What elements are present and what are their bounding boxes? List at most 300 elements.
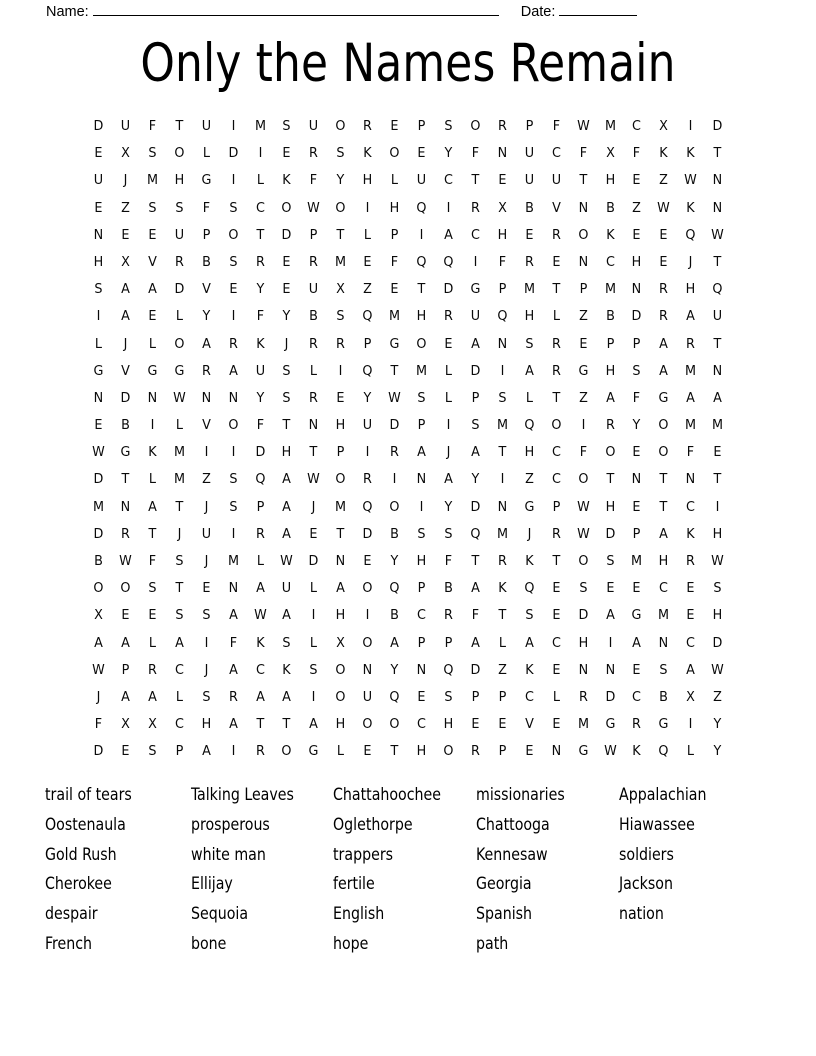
grid-letter[interactable]: U	[524, 172, 534, 189]
grid-letter[interactable]: K	[605, 226, 615, 243]
grid-letter[interactable]: S	[444, 118, 453, 134]
grid-letter[interactable]: R	[444, 607, 453, 624]
grid-letter[interactable]: P	[417, 118, 426, 134]
grid-letter[interactable]: Z	[201, 471, 211, 488]
grid-letter[interactable]: F	[498, 253, 506, 270]
grid-letter[interactable]: K	[525, 553, 534, 569]
grid-letter[interactable]: L	[525, 389, 533, 406]
grid-letter[interactable]: A	[470, 580, 480, 597]
grid-letter[interactable]: G	[524, 498, 535, 515]
grid-letter[interactable]: O	[578, 471, 589, 488]
grid-letter[interactable]: S	[94, 281, 103, 298]
grid-letter[interactable]: M	[685, 362, 697, 379]
grid-letter[interactable]: U	[363, 417, 373, 434]
grid-letter[interactable]: N	[659, 634, 669, 651]
grid-letter[interactable]: Z	[713, 688, 723, 705]
grid-letter[interactable]: I	[204, 444, 209, 461]
grid-letter[interactable]: Q	[362, 308, 373, 325]
grid-letter[interactable]: W	[603, 743, 617, 760]
grid-letter[interactable]: U	[712, 308, 723, 325]
grid-letter[interactable]: G	[578, 362, 589, 379]
word-list-item[interactable]: Gold Rush	[45, 844, 117, 864]
grid-letter[interactable]: R	[228, 688, 238, 705]
grid-letter[interactable]: S	[175, 199, 184, 216]
grid-letter[interactable]: E	[148, 308, 157, 325]
grid-letter[interactable]: G	[605, 716, 615, 733]
grid-letter[interactable]: R	[605, 417, 615, 434]
grid-letter[interactable]: R	[309, 253, 319, 270]
grid-letter[interactable]: A	[120, 281, 130, 298]
grid-letter[interactable]: W	[119, 553, 132, 569]
grid-letter[interactable]: M	[389, 308, 401, 325]
grid-letter[interactable]: C	[255, 661, 265, 678]
grid-letter[interactable]: P	[202, 226, 211, 243]
word-list-item[interactable]: Ellijay	[191, 874, 233, 894]
grid-letter[interactable]: N	[497, 335, 508, 352]
grid-letter[interactable]: D	[93, 118, 104, 134]
grid-letter[interactable]: Q	[389, 688, 400, 705]
grid-letter[interactable]: M	[523, 281, 535, 298]
grid-letter[interactable]: R	[551, 335, 561, 352]
grid-letter[interactable]: Y	[444, 498, 453, 515]
grid-letter[interactable]: O	[281, 199, 292, 216]
grid-letter[interactable]: E	[632, 226, 641, 243]
grid-letter[interactable]: A	[201, 335, 211, 352]
grid-letter[interactable]: S	[336, 145, 345, 162]
grid-letter[interactable]: I	[338, 362, 343, 379]
grid-letter[interactable]: R	[497, 118, 507, 134]
grid-letter[interactable]: D	[605, 688, 615, 705]
grid-letter[interactable]: E	[552, 661, 561, 678]
grid-letter[interactable]: B	[444, 580, 453, 597]
grid-letter[interactable]: O	[658, 444, 669, 461]
word-list-item[interactable]: Kennesaw	[476, 844, 548, 864]
grid-letter[interactable]: R	[255, 253, 265, 270]
grid-letter[interactable]: B	[659, 688, 669, 705]
grid-letter[interactable]: E	[686, 607, 695, 624]
word-list-item[interactable]: Talking Leaves	[191, 785, 294, 804]
word-list-item[interactable]: trail of tears	[45, 785, 132, 804]
grid-letter[interactable]: E	[579, 335, 588, 352]
grid-letter[interactable]: G	[470, 281, 481, 298]
grid-letter[interactable]: Q	[362, 362, 373, 379]
grid-letter[interactable]: X	[120, 716, 130, 733]
grid-letter[interactable]: D	[281, 226, 292, 243]
grid-letter[interactable]: V	[201, 417, 211, 434]
grid-letter[interactable]: C	[551, 471, 561, 488]
grid-letter[interactable]: R	[470, 199, 480, 216]
grid-letter[interactable]: I	[581, 417, 585, 434]
grid-letter[interactable]: C	[632, 688, 642, 705]
grid-letter[interactable]: T	[417, 281, 426, 298]
grid-letter[interactable]: Y	[390, 553, 399, 569]
grid-letter[interactable]: Y	[256, 389, 264, 406]
grid-letter[interactable]: M	[577, 716, 589, 733]
grid-letter[interactable]: C	[255, 199, 265, 216]
grid-letter[interactable]: A	[228, 716, 238, 733]
grid-letter[interactable]: P	[471, 688, 480, 705]
grid-letter[interactable]: G	[93, 362, 104, 379]
grid-letter[interactable]: I	[419, 498, 424, 515]
grid-letter[interactable]: T	[309, 444, 318, 461]
grid-letter[interactable]: D	[470, 661, 481, 678]
grid-letter[interactable]: D	[578, 607, 588, 624]
grid-letter[interactable]: Z	[524, 471, 534, 488]
grid-letter[interactable]: S	[578, 580, 588, 597]
grid-letter[interactable]: T	[498, 607, 507, 624]
grid-letter[interactable]: T	[471, 553, 480, 569]
grid-letter[interactable]: L	[148, 335, 156, 352]
grid-letter[interactable]: H	[201, 716, 211, 733]
grid-letter[interactable]: D	[255, 444, 265, 461]
grid-letter[interactable]: Y	[471, 471, 480, 488]
word-list-item[interactable]: hope	[333, 933, 369, 953]
grid-letter[interactable]: K	[255, 634, 265, 651]
grid-letter[interactable]: F	[390, 253, 399, 270]
grid-letter[interactable]: L	[148, 634, 156, 651]
word-list-item[interactable]: Georgia	[476, 874, 532, 894]
grid-letter[interactable]: E	[552, 716, 561, 733]
grid-letter[interactable]: N	[605, 661, 615, 678]
grid-letter[interactable]: A	[282, 471, 292, 488]
grid-letter[interactable]: S	[417, 525, 426, 542]
grid-letter[interactable]: F	[552, 118, 560, 134]
grid-letter[interactable]: H	[605, 498, 615, 515]
grid-letter[interactable]: N	[712, 362, 723, 379]
grid-letter[interactable]: N	[335, 553, 346, 569]
grid-letter[interactable]: E	[282, 281, 291, 298]
grid-letter[interactable]: L	[256, 553, 264, 569]
grid-letter[interactable]: S	[525, 607, 534, 624]
grid-letter[interactable]: H	[659, 553, 669, 569]
grid-letter[interactable]: U	[174, 226, 184, 243]
grid-letter[interactable]: W	[92, 444, 105, 461]
grid-letter[interactable]: R	[686, 553, 696, 569]
grid-letter[interactable]: D	[93, 471, 104, 488]
grid-letter[interactable]: C	[686, 634, 696, 651]
grid-letter[interactable]: M	[173, 444, 185, 461]
grid-letter[interactable]: N	[578, 661, 588, 678]
grid-letter[interactable]: T	[175, 498, 184, 515]
grid-letter[interactable]: O	[335, 688, 346, 705]
grid-letter[interactable]: W	[711, 661, 724, 678]
grid-letter[interactable]: O	[389, 145, 400, 162]
grid-letter[interactable]: F	[687, 444, 695, 461]
grid-letter[interactable]: I	[365, 607, 370, 624]
grid-letter[interactable]: P	[390, 226, 399, 243]
grid-letter[interactable]: R	[686, 335, 696, 352]
grid-letter[interactable]: I	[365, 199, 370, 216]
grid-letter[interactable]: A	[228, 362, 238, 379]
grid-letter[interactable]: B	[390, 607, 399, 624]
grid-letter[interactable]: E	[632, 498, 641, 515]
grid-letter[interactable]: U	[551, 172, 561, 189]
grid-letter[interactable]: A	[120, 308, 130, 325]
grid-letter[interactable]: O	[389, 716, 400, 733]
grid-letter[interactable]: D	[712, 634, 723, 651]
grid-letter[interactable]: E	[417, 145, 426, 162]
grid-letter[interactable]: O	[120, 580, 131, 597]
grid-letter[interactable]: R	[390, 444, 400, 461]
grid-letter[interactable]: I	[311, 688, 316, 705]
grid-letter[interactable]: W	[280, 553, 294, 569]
name-write-in-line[interactable]	[93, 2, 499, 16]
grid-letter[interactable]: N	[712, 172, 723, 189]
grid-letter[interactable]: G	[201, 172, 212, 189]
grid-letter[interactable]: K	[255, 335, 265, 352]
grid-letter[interactable]: N	[497, 145, 508, 162]
grid-letter[interactable]: A	[632, 634, 642, 651]
grid-letter[interactable]: E	[282, 253, 291, 270]
grid-letter[interactable]: E	[94, 145, 103, 162]
grid-letter[interactable]: F	[148, 118, 156, 134]
grid-letter[interactable]: R	[632, 716, 642, 733]
grid-letter[interactable]: S	[229, 498, 238, 515]
grid-letter[interactable]: U	[120, 118, 131, 134]
grid-letter[interactable]: M	[146, 172, 158, 189]
word-list-item[interactable]: Oostenaula	[45, 814, 126, 834]
grid-letter[interactable]: B	[94, 553, 103, 569]
grid-letter[interactable]: W	[388, 389, 401, 406]
grid-letter[interactable]: I	[688, 118, 693, 134]
grid-letter[interactable]: C	[686, 498, 696, 515]
grid-letter[interactable]: A	[417, 444, 426, 461]
grid-letter[interactable]: H	[578, 634, 588, 651]
grid-letter[interactable]: A	[255, 688, 265, 705]
grid-letter[interactable]: I	[688, 716, 693, 733]
grid-letter[interactable]: T	[659, 471, 668, 488]
word-list-item[interactable]: Jackson	[619, 874, 673, 894]
grid-letter[interactable]: N	[416, 661, 427, 678]
grid-letter[interactable]: D	[631, 308, 642, 325]
grid-letter[interactable]: R	[497, 553, 507, 569]
grid-letter[interactable]: D	[174, 281, 185, 298]
grid-letter[interactable]: E	[632, 661, 641, 678]
grid-letter[interactable]: E	[713, 444, 722, 461]
grid-letter[interactable]: R	[551, 226, 561, 243]
grid-letter[interactable]: M	[335, 253, 347, 270]
grid-letter[interactable]: U	[309, 118, 319, 134]
grid-letter[interactable]: E	[632, 580, 641, 597]
grid-letter[interactable]: A	[282, 498, 292, 515]
grid-letter[interactable]: N	[93, 389, 104, 406]
grid-letter[interactable]: E	[94, 417, 103, 434]
grid-letter[interactable]: D	[93, 743, 104, 760]
word-list-item[interactable]: prosperous	[191, 814, 270, 834]
grid-letter[interactable]: O	[578, 226, 589, 243]
grid-letter[interactable]: I	[311, 607, 316, 624]
grid-letter[interactable]: U	[363, 688, 373, 705]
grid-letter[interactable]: R	[470, 743, 480, 760]
word-list-item[interactable]: Chattahoochee	[333, 785, 441, 804]
grid-letter[interactable]: K	[525, 661, 534, 678]
grid-letter[interactable]: E	[202, 580, 211, 597]
grid-letter[interactable]: B	[605, 199, 615, 216]
grid-letter[interactable]: N	[632, 281, 642, 298]
grid-letter[interactable]: T	[336, 226, 345, 243]
grid-letter[interactable]: R	[551, 525, 561, 542]
grid-letter[interactable]: A	[147, 688, 157, 705]
grid-letter[interactable]: W	[307, 199, 321, 216]
grid-letter[interactable]: M	[92, 498, 104, 515]
grid-letter[interactable]: X	[94, 607, 103, 624]
grid-letter[interactable]: B	[390, 525, 399, 542]
grid-letter[interactable]: P	[498, 281, 507, 298]
grid-letter[interactable]: T	[713, 253, 722, 270]
grid-letter[interactable]: S	[498, 389, 507, 406]
grid-letter[interactable]: W	[253, 607, 267, 624]
grid-letter[interactable]: O	[389, 498, 400, 515]
grid-letter[interactable]: D	[362, 525, 373, 542]
grid-letter[interactable]: E	[148, 607, 157, 624]
grid-letter[interactable]: E	[390, 281, 399, 298]
grid-letter[interactable]: R	[174, 253, 184, 270]
grid-letter[interactable]: L	[310, 580, 318, 597]
word-list-item[interactable]: Cherokee	[45, 874, 112, 894]
grid-letter[interactable]: T	[282, 417, 291, 434]
grid-letter[interactable]: M	[604, 118, 616, 134]
grid-letter[interactable]: X	[659, 118, 669, 134]
grid-letter[interactable]: K	[632, 743, 642, 760]
grid-letter[interactable]: T	[390, 743, 399, 760]
grid-letter[interactable]: F	[148, 553, 156, 569]
grid-letter[interactable]: R	[444, 308, 453, 325]
grid-letter[interactable]: E	[632, 172, 641, 189]
grid-letter[interactable]: I	[500, 362, 505, 379]
grid-letter[interactable]: K	[363, 145, 372, 162]
grid-letter[interactable]: V	[524, 716, 534, 733]
grid-letter[interactable]: N	[416, 471, 427, 488]
grid-letter[interactable]: H	[362, 172, 373, 189]
grid-letter[interactable]: C	[417, 607, 426, 624]
grid-letter[interactable]: N	[309, 417, 319, 434]
grid-letter[interactable]: E	[686, 580, 695, 597]
word-list-item[interactable]: missionaries	[476, 785, 565, 804]
grid-letter[interactable]: S	[605, 553, 615, 569]
grid-letter[interactable]: G	[120, 444, 131, 461]
grid-letter[interactable]: I	[231, 525, 235, 542]
grid-letter[interactable]: I	[204, 634, 209, 651]
grid-letter[interactable]: D	[470, 498, 481, 515]
grid-letter[interactable]: J	[123, 172, 128, 189]
grid-letter[interactable]: I	[419, 226, 424, 243]
grid-letter[interactable]: L	[310, 634, 318, 651]
grid-letter[interactable]: K	[148, 444, 157, 461]
grid-letter[interactable]: T	[606, 471, 614, 488]
grid-letter[interactable]: E	[148, 226, 157, 243]
grid-letter[interactable]: A	[659, 335, 669, 352]
grid-letter[interactable]: A	[336, 580, 346, 597]
grid-letter[interactable]: R	[228, 335, 238, 352]
grid-letter[interactable]: K	[686, 525, 695, 542]
grid-letter[interactable]: W	[576, 525, 590, 542]
grid-letter[interactable]: E	[121, 607, 130, 624]
grid-letter[interactable]: E	[552, 580, 561, 597]
grid-letter[interactable]: W	[92, 661, 105, 678]
grid-letter[interactable]: O	[551, 417, 562, 434]
grid-letter[interactable]: S	[659, 661, 668, 678]
grid-letter[interactable]: D	[228, 145, 238, 162]
grid-letter[interactable]: W	[711, 553, 724, 569]
grid-letter[interactable]: W	[657, 199, 671, 216]
grid-letter[interactable]: C	[174, 716, 184, 733]
grid-letter[interactable]: E	[282, 145, 291, 162]
grid-letter[interactable]: P	[498, 743, 507, 760]
grid-letter[interactable]: F	[471, 145, 480, 162]
grid-letter[interactable]: A	[686, 308, 696, 325]
grid-letter[interactable]: P	[417, 634, 426, 651]
word-list-item[interactable]: nation	[619, 904, 664, 924]
grid-letter[interactable]: I	[231, 118, 235, 134]
grid-letter[interactable]: T	[552, 281, 561, 298]
grid-letter[interactable]: G	[658, 389, 669, 406]
grid-letter[interactable]: H	[524, 308, 535, 325]
grid-letter[interactable]: M	[227, 553, 239, 569]
grid-letter[interactable]: A	[282, 607, 292, 624]
grid-letter[interactable]: T	[336, 525, 345, 542]
grid-letter[interactable]: T	[552, 553, 561, 569]
grid-letter[interactable]: M	[254, 118, 266, 134]
grid-letter[interactable]: W	[711, 226, 724, 243]
grid-letter[interactable]: M	[712, 417, 724, 434]
grid-letter[interactable]: O	[362, 634, 373, 651]
grid-letter[interactable]: D	[470, 362, 481, 379]
grid-letter[interactable]: M	[658, 607, 670, 624]
grid-letter[interactable]: N	[632, 471, 642, 488]
grid-letter[interactable]: E	[94, 199, 103, 216]
grid-letter[interactable]: O	[228, 417, 239, 434]
word-search-grid[interactable]	[85, 113, 731, 766]
grid-letter[interactable]: I	[365, 444, 370, 461]
grid-letter[interactable]: D	[308, 553, 319, 569]
grid-letter[interactable]: M	[496, 417, 508, 434]
grid-letter[interactable]: C	[174, 661, 184, 678]
grid-letter[interactable]: T	[713, 471, 722, 488]
word-list-item[interactable]: Appalachian	[619, 785, 707, 804]
grid-letter[interactable]: S	[632, 362, 641, 379]
grid-letter[interactable]: R	[659, 308, 669, 325]
grid-letter[interactable]: F	[256, 308, 264, 325]
grid-letter[interactable]: H	[712, 525, 723, 542]
grid-letter[interactable]: R	[201, 362, 211, 379]
grid-letter[interactable]: S	[713, 580, 722, 597]
grid-letter[interactable]: H	[712, 607, 723, 624]
grid-letter[interactable]: U	[524, 145, 534, 162]
grid-letter[interactable]: Z	[497, 661, 507, 678]
grid-letter[interactable]: G	[631, 607, 642, 624]
grid-letter[interactable]: P	[256, 498, 264, 515]
grid-letter[interactable]: F	[256, 417, 264, 434]
grid-letter[interactable]: E	[121, 226, 130, 243]
grid-letter[interactable]: J	[123, 335, 128, 352]
grid-letter[interactable]: U	[282, 580, 292, 597]
word-list-item[interactable]: Sequoia	[191, 904, 249, 924]
grid-letter[interactable]: S	[282, 118, 291, 134]
grid-letter[interactable]: S	[229, 253, 238, 270]
grid-letter[interactable]: A	[174, 634, 184, 651]
grid-letter[interactable]: O	[658, 417, 669, 434]
grid-letter[interactable]: O	[362, 580, 373, 597]
grid-letter[interactable]: I	[231, 172, 235, 189]
grid-letter[interactable]: J	[204, 661, 209, 678]
grid-letter[interactable]: P	[336, 444, 345, 461]
grid-letter[interactable]: O	[416, 335, 427, 352]
grid-letter[interactable]: A	[444, 471, 453, 488]
grid-letter[interactable]: I	[473, 253, 478, 270]
grid-letter[interactable]: D	[93, 525, 104, 542]
grid-letter[interactable]: Q	[685, 226, 696, 243]
grid-letter[interactable]: E	[363, 253, 372, 270]
